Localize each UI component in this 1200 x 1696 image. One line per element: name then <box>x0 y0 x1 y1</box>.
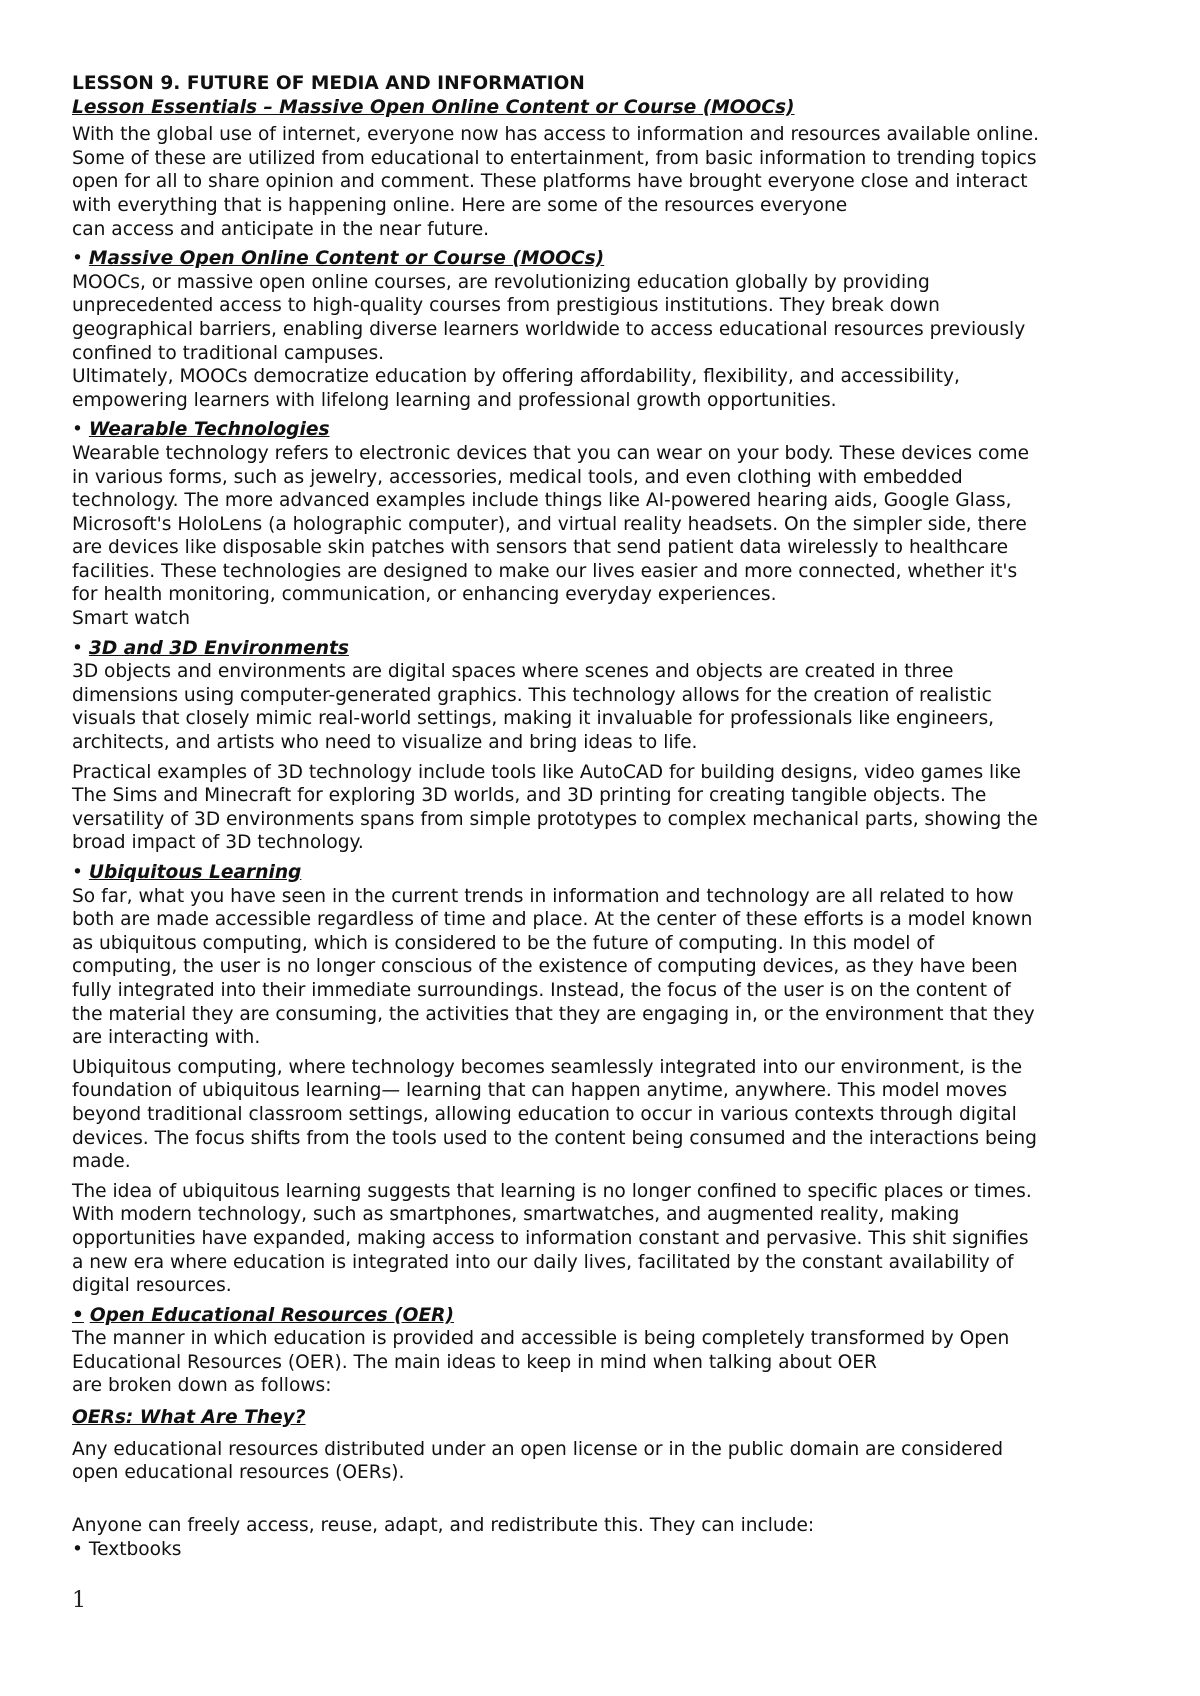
text-line: Educational Resources (OER). The main ideas to keep in mind when talking about OER <box>72 1351 877 1373</box>
text-line: versatility of 3D environments spans from simple prototypes to complex mechanical parts, showing the <box>72 808 1038 830</box>
text-line: open educational resources (OERs). <box>72 1462 405 1484</box>
oer-paragraph-1 <box>72 1327 1142 1398</box>
text-line: With modern technology, such as smartphones, smartwatches, and augmented reality, making <box>72 1204 960 1226</box>
oer-paragraph-2 <box>72 1438 1142 1485</box>
text-line: Ubiquitous computing, where technology becomes seamlessly integrated into our environment, is the <box>72 1056 1023 1078</box>
text-line: empowering learners with lifelong learning and professional growth opportunities. <box>72 389 837 411</box>
text-line: a new era where education is integrated into our daily lives, facilitated by the constant availability of <box>72 1251 1014 1273</box>
text-line: in various forms, such as jewelry, accessories, medical tools, and even clothing with embedded <box>72 466 963 488</box>
section-heading-moocs <box>72 247 1142 271</box>
text-line: confined to traditional campuses. <box>72 342 385 364</box>
text-line: geographical barriers, enabling diverse learners worldwide to access educational resources previously <box>72 318 1026 340</box>
section-heading-3d <box>72 637 1142 661</box>
wearable-example: Smart watch <box>72 608 191 630</box>
wearable-paragraph-1 <box>72 442 1142 607</box>
bullet: • <box>72 862 83 883</box>
intro-paragraph <box>72 123 1142 241</box>
text-line: facilities. These technologies are designed to make our lives easier and more connected, whether it's <box>72 560 1018 582</box>
text-line: broad impact of 3D technology. <box>72 832 364 854</box>
section-heading-text: Massive Open Online Content or Course (MOOCs) <box>88 248 605 270</box>
bullet: • <box>72 637 83 659</box>
text-line: Microsoft's HoloLens (a holographic computer), and virtual reality headsets. On the simpler side, there <box>72 513 1027 535</box>
text-line: dimensions using computer-generated graphics. This technology allows for the creation of realistic <box>72 684 992 706</box>
ubiquitous-paragraph-1 <box>72 885 1142 1050</box>
oer-paragraph-3: Anyone can freely access, reuse, adapt, and redistribute this. They can include: <box>72 1515 815 1537</box>
text-line: Any educational resources distributed under an open license or in the public domain are considered <box>72 1438 1004 1460</box>
page-number: 1 <box>72 1588 86 1613</box>
section-heading-text: Ubiquitous Learning <box>88 862 302 883</box>
text-line: digital resources. <box>72 1275 232 1297</box>
text-line: opportunities have expanded, making access to information constant and pervasive. This shit signifies <box>72 1227 1029 1249</box>
intro-line: With the global use of internet, everyone now has access to information and resources available online. <box>72 124 1039 146</box>
text-line: are broken down as follows: <box>72 1375 332 1397</box>
text-line: unprecedented access to high-quality courses from prestigious institutions. They break down <box>72 295 940 317</box>
section-heading-oer <box>72 1304 1142 1328</box>
text-line: foundation of ubiquitous learning— learning that can happen anytime, anywhere. This model moves <box>72 1080 1008 1102</box>
text-line: the material they are consuming, the activities that they are engaging in, or the environment that they <box>72 1003 1035 1025</box>
document-page <box>72 72 1142 1562</box>
section-heading-text: 3D and 3D Environments <box>88 637 349 659</box>
text-line: Practical examples of 3D technology include tools like AutoCAD for building designs, video games like <box>72 761 1021 783</box>
text-line: are devices like disposable skin patches with sensors that send patient data wirelessly to healthcare <box>72 537 1009 559</box>
blank-line <box>72 1485 1142 1509</box>
bullet: • <box>72 419 83 441</box>
text-line: as ubiquitous computing, which is considered to be the future of computing. In this model of <box>72 932 935 954</box>
text-line: architects, and artists who need to visualize and bring ideas to life. <box>72 732 698 754</box>
intro-line: open for all to share opinion and comment. These platforms have brought everyone close and interact <box>72 171 1028 193</box>
text-line: The idea of ubiquitous learning suggests that learning is no longer confined to specific places or times. <box>72 1180 1032 1202</box>
intro-line: Some of these are utilized from educational to entertainment, from basic information to trending topics <box>72 147 1037 169</box>
text-line: 3D objects and environments are digital spaces where scenes and objects are created in three <box>72 661 954 683</box>
ubiquitous-paragraph-2 <box>72 1056 1142 1174</box>
text-line: Wearable technology refers to electronic devices that you can wear on your body. These devices come <box>72 442 1030 464</box>
text-line: visuals that closely mimic real-world settings, making it invaluable for professionals like engineers, <box>72 708 995 730</box>
moocs-paragraph-2 <box>72 365 1142 412</box>
text-line: for health monitoring, communication, or enhancing everyday experiences. <box>72 584 777 606</box>
section-heading-wearable <box>72 418 1142 442</box>
text-line: fully integrated into their immediate surroundings. Instead, the focus of the user is on the content of <box>72 979 1011 1001</box>
ubiquitous-paragraph-3 <box>72 1180 1142 1298</box>
text-line: So far, what you have seen in the current trends in information and technology are all related to how <box>72 885 1014 907</box>
text-line: The Sims and Minecraft for exploring 3D worlds, and 3D printing for creating tangible objects. The <box>72 785 987 807</box>
threed-paragraph-2 <box>72 761 1142 855</box>
section-heading-ubiquitous <box>72 861 1142 885</box>
text-line: technology. The more advanced examples include things like AI-powered hearing aids, Google Glass, <box>72 490 1012 512</box>
bullet: • <box>72 248 83 270</box>
text-line: Ultimately, MOOCs democratize education by offering affordability, flexibility, and accessibility, <box>72 366 960 388</box>
oer-subheading: OERs: What Are They? <box>72 1407 306 1429</box>
text-line: both are made accessible regardless of time and place. At the center of these efforts is a model known <box>72 909 1033 931</box>
bullet: • <box>72 1304 84 1326</box>
threed-paragraph-1 <box>72 660 1142 754</box>
text-line: computing, the user is no longer conscious of the existence of computing devices, as they have been <box>72 956 1018 978</box>
section-heading-text: Open Educational Resources (OER) <box>89 1304 454 1326</box>
text-line: made. <box>72 1151 131 1173</box>
moocs-paragraph-1 <box>72 271 1142 365</box>
list-item: • Textbooks <box>72 1539 182 1561</box>
text-line: devices. The focus shifts from the tools used to the content being consumed and the interactions being <box>72 1127 1037 1149</box>
section-heading-text: Wearable Technologies <box>88 419 330 441</box>
text-line: The manner in which education is provided and accessible is being completely transformed by Open <box>72 1328 1010 1350</box>
lesson-subtitle: Lesson Essentials – Massive Open Online Content or Course (MOOCs) <box>72 96 795 118</box>
intro-line: can access and anticipate in the near future. <box>72 218 490 240</box>
lesson-title: LESSON 9. FUTURE OF MEDIA AND INFORMATION <box>72 73 585 94</box>
text-line: beyond traditional classroom settings, allowing education to occur in various contexts through digital <box>72 1103 1017 1125</box>
intro-line: with everything that is happening online. Here are some of the resources everyone <box>72 194 848 216</box>
text-line: are interacting with. <box>72 1027 261 1049</box>
text-line: MOOCs, or massive open online courses, are revolutionizing education globally by providing <box>72 271 930 293</box>
